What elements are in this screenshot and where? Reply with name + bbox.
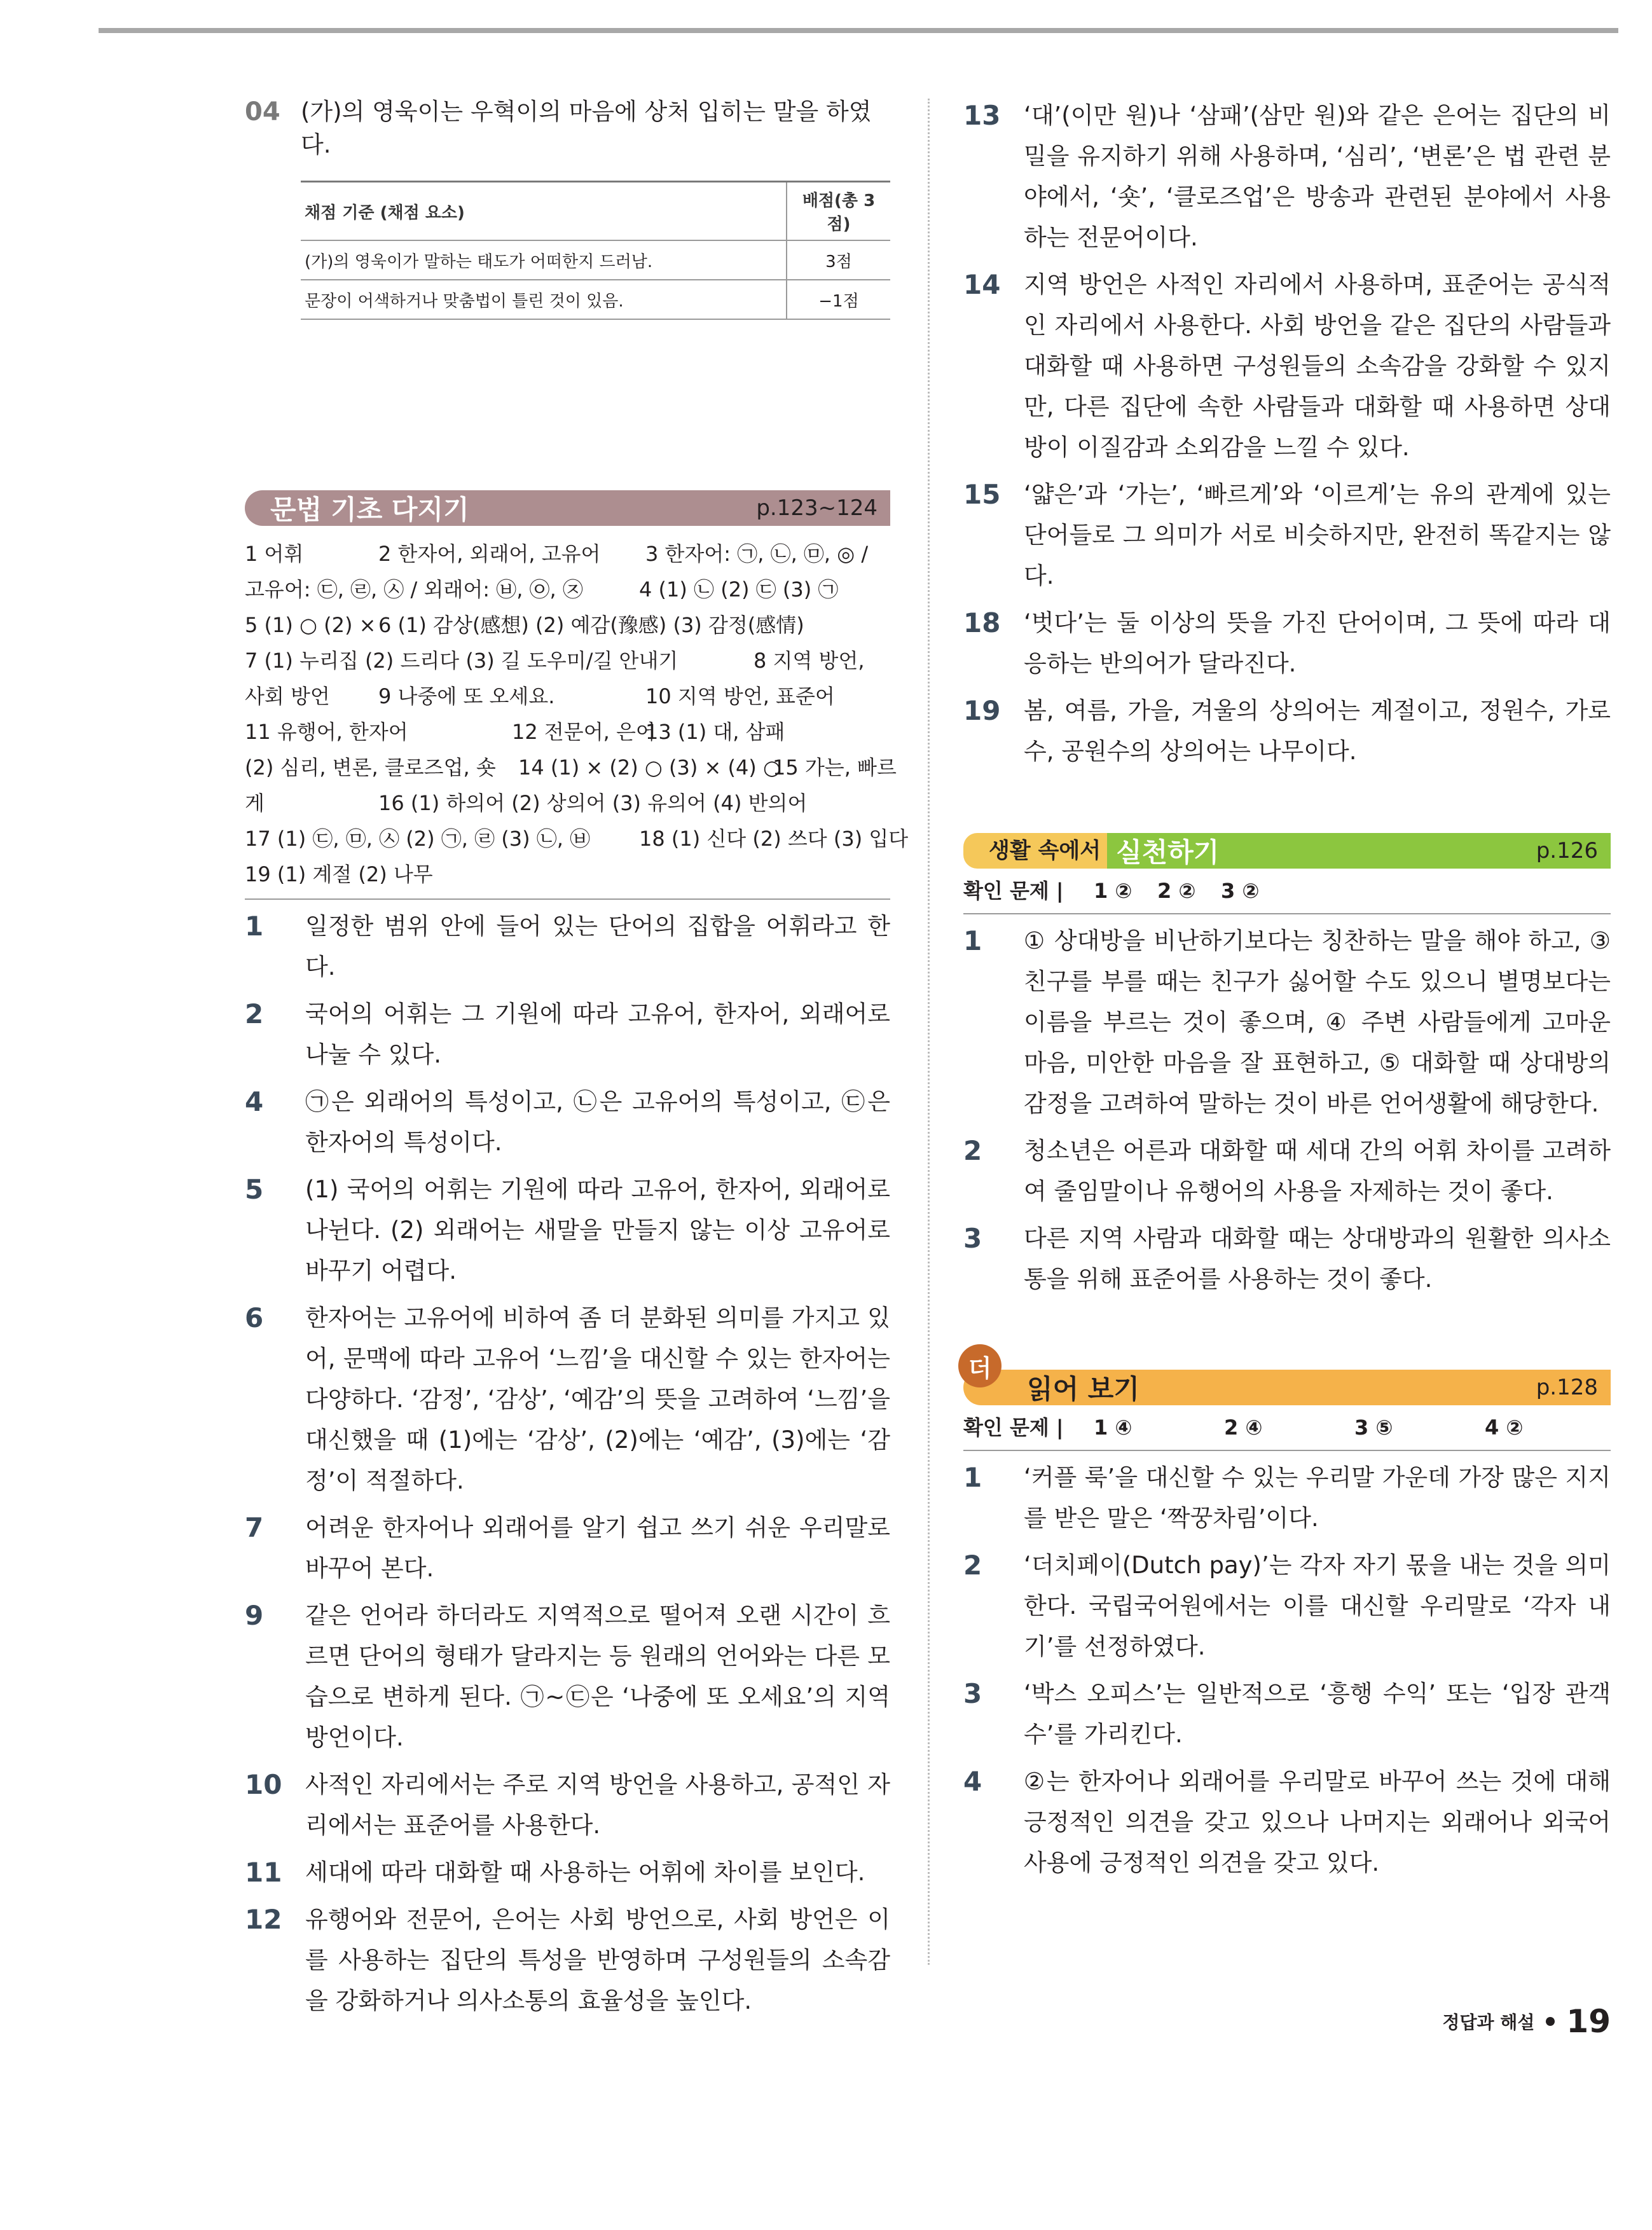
question-04 [245,95,890,162]
item-number: 14 [963,269,1001,300]
item-text: ① 상대방을 비난하기보다는 칭찬하는 말을 해야 하고, ③ 친구를 부를 때는 친구가 싫어할 수도 있으니 별명보다는 이름을 부르는 것이 좋으며, ④ 주변 사람들에게 고마운 마음, 미안한 마음을 잘 표현하고, ⑤ 대화할 때 상대방의 감정을 고려하여 말하는 것이 바른 언어생활에 해당한다. [1024,927,1611,1117]
item-number: 2 [245,998,264,1029]
item-number: 12 [245,1904,282,1935]
explanation-item [245,1169,890,1291]
answer-entry: 13 (1) 대, 삼패 [645,720,785,744]
answer-row [245,750,897,785]
footer-label: 정답과 해설 [1442,2012,1535,2033]
page-footer [1442,2003,1611,2040]
item-text: 국어의 어휘는 그 기원에 따라 고유어, 한자어, 외래어로 나눌 수 있다. [305,1000,890,1068]
item-text: 세대에 따라 대화할 때 사용하는 어휘에 차이를 보인다. [305,1859,865,1886]
column-divider [928,99,930,1965]
item-number: 18 [963,607,1001,638]
answer-entry: 9 나중에 또 오세요. [378,684,555,708]
explanation-item [245,1595,890,1758]
check-answer: 2 ④ [1224,1415,1263,1440]
answer-entry: 고유어: ㉢, ㉣, ㉦ / 외래어: ㉥, ㉧, ㉨ [245,577,583,602]
item-text: 봄, 여름, 가을, 겨울의 상의어는 계절이고, 정원수, 가로수, 공원수의 상의어는 나무이다. [1024,697,1611,765]
answer-entry: 12 전문어, 은어 [512,720,656,744]
check-answer: 1 ④ [1094,1415,1132,1440]
explanation-item [245,1508,890,1589]
item-text: (1) 국어의 어휘는 기원에 따라 고유어, 한자어, 외래어로 나뉜다. (2) 외래어는 새말을 만들지 않는 이상 고유어로 바꾸기 어렵다. [305,1176,890,1284]
points-header: 배점(총 3점) [787,182,890,241]
answer-entry: (2) 심리, 변론, 클로즈업, 숏 [245,755,496,780]
page-reference: p.123~124 [756,495,878,521]
item-text: ‘대’(이만 원)나 ‘삼패’(삼만 원)와 같은 은어는 집단의 비밀을 유지하기 위해 사용하며, ‘심리’, ‘변론’은 법 관련 분야에서, ‘숏’, ‘클로즈업’은 방송과 관련된 분야에서 사용하는 전문어이다. [1024,102,1611,251]
explanation-item [245,1852,890,1893]
points-cell: −1점 [787,280,890,319]
answer-entry: 사회 방언 [245,684,330,708]
answer-entry: 14 (1) × (2) ○ (3) × (4) ○ [518,755,781,780]
answer-row [245,536,890,572]
answer-entry: 1 어휘 [245,542,304,566]
right-column [963,95,1611,1883]
explanation-item [963,1674,1611,1755]
check-answer: 3 ② [1221,879,1260,903]
item-number: 13 [963,100,1001,131]
check-answer: 2 ② [1157,879,1196,903]
item-text: ‘얇은’과 ‘가는’, ‘빠르게’와 ‘이르게’는 유의 관계에 있는 단어들로 그 의미가 서로 비슷하지만, 완전히 똑같지는 않다. [1024,481,1611,589]
check-answer: 4 ② [1485,1415,1524,1440]
explanation-item [245,1765,890,1846]
answer-entry: 10 지역 방언, 표준어 [645,684,835,708]
item-text: 유행어와 전문어, 은어는 사회 방언으로, 사회 방언은 이를 사용하는 집단의 특성을 반영하며 구성원들의 소속감을 강화하거나 의사소통의 효율성을 높인다. [305,1906,890,2014]
explanation-item [245,906,890,988]
item-text: ‘커플 룩’을 대신할 수 있는 우리말 가운데 가장 많은 지지를 받은 말은 ‘짝꿍차림’이다. [1024,1464,1611,1532]
item-number: 2 [963,1550,982,1581]
answer-entry: 18 (1) 신다 (2) 쓰다 (3) 입다 [639,827,909,851]
section-title-part1: 문법 [270,494,322,525]
grammar-answer-key [245,536,909,892]
answer-entry: 게 [245,791,265,815]
item-number: 1 [245,911,264,942]
item-text: 청소년은 어른과 대화할 때 세대 간의 어휘 차이를 고려하여 줄임말이나 유행어의 사용을 자제하는 것이 좋다. [1024,1137,1611,1205]
item-text: 사적인 자리에서는 주로 지역 방언을 사용하고, 공적인 자리에서는 표준어를 사용한다. [305,1771,890,1839]
answer-entry: 7 (1) 누리집 (2) 드리다 (3) 길 도우미/길 안내기 [245,649,678,673]
section-title: 읽어 보기 [1027,1373,1139,1405]
section-title-part2: 기초 다지기 [331,494,469,525]
answer-entry: 6 (1) 감상(感想) (2) 예감(豫感) (3) 감정(感情) [378,613,804,637]
check-answers [963,1405,1611,1451]
section-title-part1: 생활 속에서 [963,833,1107,869]
check-answer: 1 ② [1094,879,1132,903]
item-text: ‘벗다’는 둘 이상의 뜻을 가진 단어이며, 그 뜻에 따라 대응하는 반의어가 달라진다. [1024,609,1611,677]
explanation-item [963,1545,1611,1667]
answer-row [245,607,890,643]
explanation-item [963,921,1611,1124]
item-number: 15 [963,479,1001,510]
check-answer: 3 ⑤ [1354,1415,1393,1440]
answer-entry: 17 (1) ㉢, ㉤, ㉦ (2) ㉠, ㉣ (3) ㉡, ㉥ [245,827,591,851]
question-answer-text: (가)의 영욱이는 우혁이의 마음에 상처 입히는 말을 하였다. [301,98,872,158]
answer-row [245,643,890,678]
item-number: 6 [245,1302,264,1333]
grammar-section-header [245,490,890,526]
item-text: ‘박스 오피스’는 일반적으로 ‘흥행 수익’ 또는 ‘입장 관객 수’를 가리킨다. [1024,1680,1611,1748]
item-number: 3 [963,1678,982,1709]
answer-row [245,821,909,857]
item-number: 3 [963,1223,982,1254]
item-text: 다른 지역 사람과 대화할 때는 상대방과의 원활한 의사소통을 위해 표준어를 사용하는 것이 좋다. [1024,1225,1611,1293]
item-text: 어려운 한자어나 외래어를 알기 쉽고 쓰기 쉬운 우리말로 바꾸어 본다. [305,1514,890,1582]
item-text: 한자어는 고유어에 비하여 좀 더 분화된 의미를 가지고 있어, 문맥에 따라 고유어 ‘느낌’을 대신할 수 있는 한자어는 다양하다. ‘감정’, ‘감상’, ‘예감’의 뜻을 고려하여 ‘느낌’을 대신했을 때 (1)에는 ‘감상’, (2)에는 ‘예감’, (3)에는 ‘감정’이 적절하다. [305,1304,890,1494]
scoring-table [301,181,890,320]
explanation-item [963,1761,1611,1883]
item-number: 7 [245,1512,264,1543]
left-column [245,95,909,2021]
grammar-explanations [245,906,890,2021]
item-number: 10 [245,1769,282,1800]
page-reference: p.128 [1536,1375,1598,1400]
explanation-item [963,1131,1611,1212]
more-badge: 더 [958,1344,1002,1387]
page-reference: p.126 [1536,838,1598,864]
table-row [301,240,890,280]
explanation-item [963,691,1611,772]
explanation-item [963,603,1611,684]
item-text: 지역 방언은 사적인 자리에서 사용하며, 표준어는 공식적인 자리에서 사용한다. 사회 방언을 같은 집단의 사람들과 대화할 때 사용하면 구성원들의 소속감을 강화할 수 있지만, 다른 집단에 속한 사람들과 대화할 때 사용하면 상대방이 이질감과 소외감을 느낄 수 있다. [1024,271,1611,461]
grammar-explanations-continued [963,95,1611,772]
explanation-item [245,1082,890,1163]
points-cell: 3점 [787,240,890,280]
check-label: 확인 문제 | [963,879,1064,903]
item-text: 일정한 범위 안에 들어 있는 단어의 집합을 어휘라고 한다. [305,912,890,981]
question-number: 04 [245,97,280,127]
answer-entry: 4 (1) ㉡ (2) ㉢ (3) ㉠ [639,577,839,602]
table-row [301,280,890,319]
item-number: 4 [963,1766,982,1797]
answer-entry: 8 지역 방언, [754,649,865,673]
more-section-header [963,1354,1611,1405]
explanation-item [963,1457,1611,1539]
explanation-item [245,1298,890,1501]
item-number: 4 [245,1086,264,1117]
check-answers [963,869,1611,914]
scoring-table-header [301,182,890,241]
item-number: 9 [245,1600,264,1631]
life-explanations [963,921,1611,1300]
item-number: 11 [245,1857,282,1888]
answer-entry: 5 (1) ○ (2) × [245,613,376,637]
answer-row [245,572,890,607]
answer-entry: 3 한자어: ㉠, ㉡, ㉤, ◎ / [645,542,869,566]
explanation-item [963,1218,1611,1300]
item-number: 5 [245,1174,264,1205]
criteria-header: 채점 기준 (채점 요소) [301,182,787,241]
item-text: ㉠은 외래어의 특성이고, ㉡은 고유어의 특성이고, ㉢은 한자어의 특성이다. [305,1088,890,1156]
answer-entry: 2 한자어, 외래어, 고유어 [378,542,601,566]
answer-row [245,857,890,892]
explanation-item [963,474,1611,596]
answer-row [245,785,890,821]
item-text: 같은 언어라 하더라도 지역적으로 떨어져 오랜 시간이 흐르면 단어의 형태가 달라지는 등 원래의 언어와는 다른 모습으로 변하게 된다. ㉠~㉢은 ‘나중에 또 오세요’의 지역 방언이다. [305,1602,890,1751]
section-rule [245,898,890,900]
answer-entry: 15 가는, 빠르 [773,755,897,780]
answer-row [245,714,890,750]
item-number: 1 [963,925,982,956]
page-number: 19 [1566,2003,1611,2040]
item-number: 2 [963,1135,982,1166]
answer-row [245,678,890,714]
item-text: ②는 한자어나 외래어를 우리말로 바꾸어 쓰는 것에 대해 긍정적인 의견을 갖고 있으나 나머지는 외래어나 외국어 사용에 긍정적인 의견을 갖고 있다. [1024,1768,1611,1876]
explanation-item [245,994,890,1075]
top-rule [99,28,1618,33]
check-label: 확인 문제 | [963,1415,1064,1440]
answer-entry: 11 유행어, 한자어 [245,720,408,744]
explanation-item [245,1899,890,2021]
item-number: 19 [963,695,1001,726]
more-explanations [963,1457,1611,1883]
criteria-cell: 문장이 어색하거나 맞춤법이 틀린 것이 있음. [301,280,787,319]
answer-entry: 19 (1) 계절 (2) 나무 [245,862,433,886]
life-section-header [963,833,1611,869]
item-text: ‘더치페이(Dutch pay)’는 각자 자기 몫을 내는 것을 의미한다. 국립국어원에서는 이를 대신할 우리말로 ‘각자 내기’를 선정하였다. [1024,1552,1611,1660]
explanation-item [963,265,1611,468]
bullet-icon [1546,2017,1555,2026]
section-title-part2: 실천하기 [1116,837,1220,868]
criteria-cell: (가)의 영욱이가 말하는 태도가 어떠한지 드러남. [301,240,787,280]
item-number: 1 [963,1462,982,1493]
explanation-item [963,95,1611,258]
answer-entry: 16 (1) 하의어 (2) 상의어 (3) 유의어 (4) 반의어 [378,791,808,815]
